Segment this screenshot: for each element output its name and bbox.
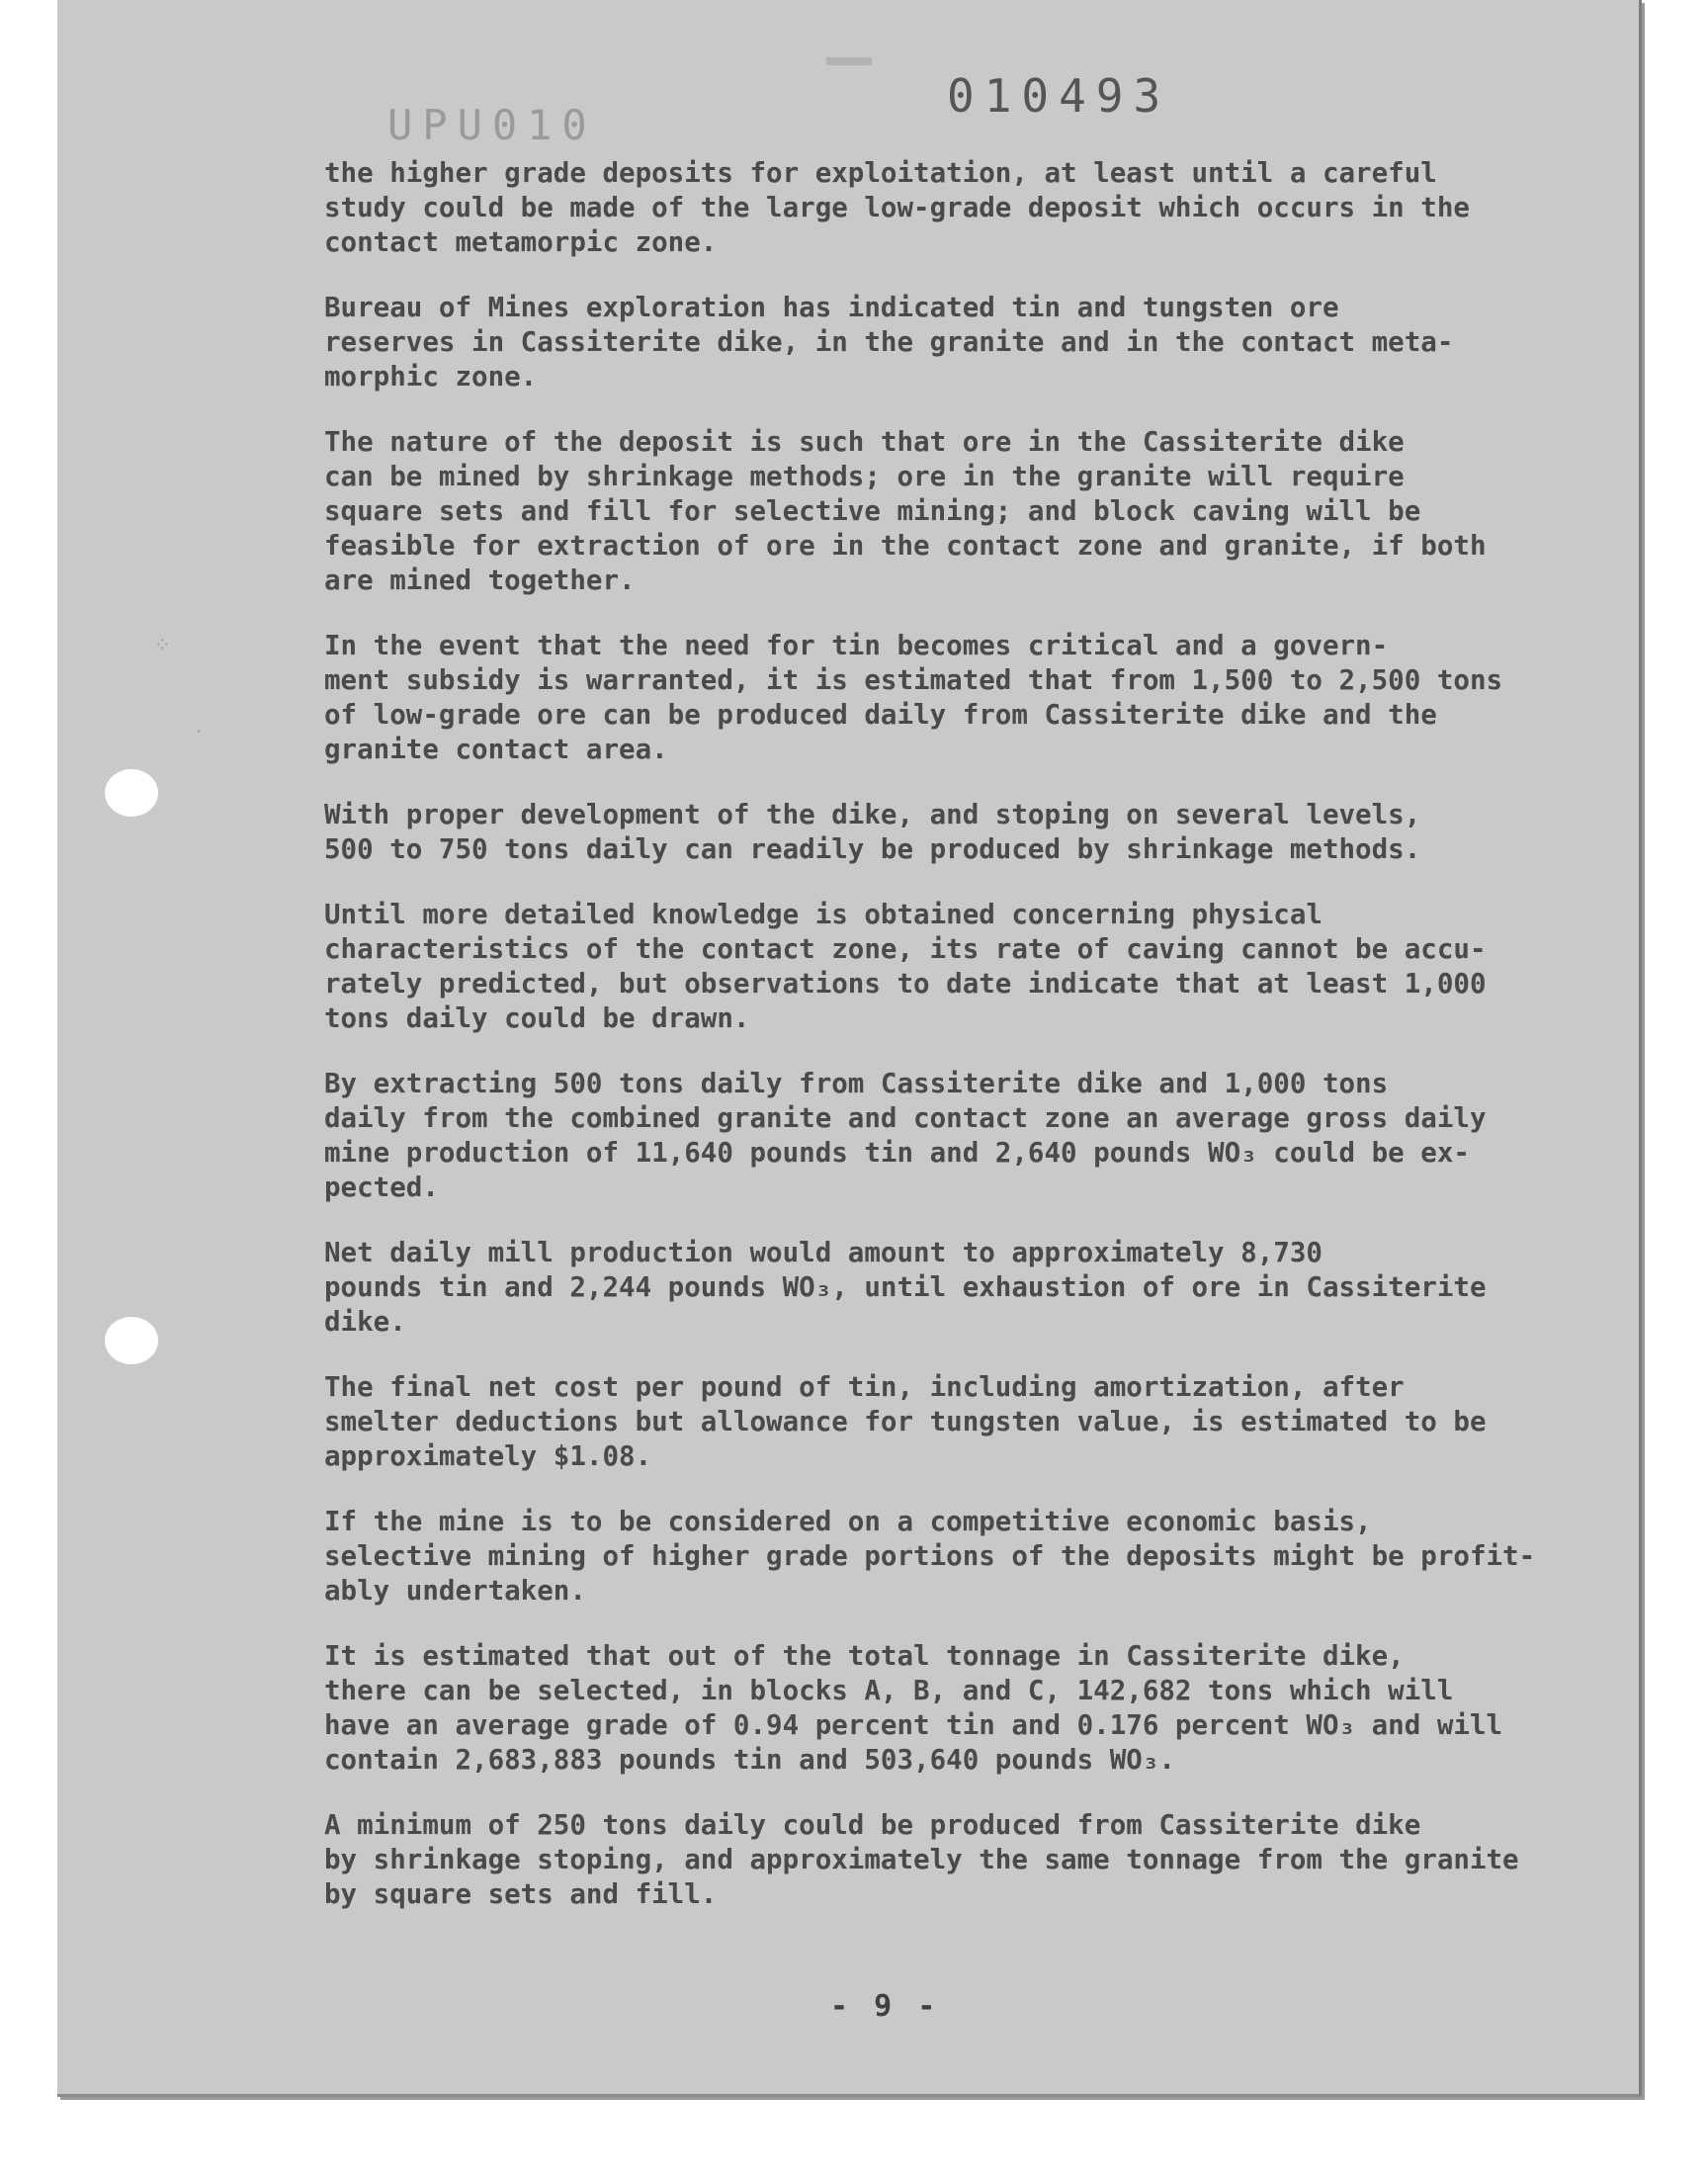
paragraph: It is estimated that out of the total tonnage in Cassiterite dike, there can be selected, in blocks A, B, and C, 142,682 tons which will have an average grade of 0.94 percent tin and 0.176 percent WO₃ and will contain 2,683,883 pounds tin and 503,640 pounds WO₃.	[324, 1640, 1503, 1776]
paragraph: The nature of the deposit is such that ore in the Cassiterite dike can be mined by shrinkage methods; ore in the granite will require square sets and fill for selective mining; and block caving will be feasible for extraction of ore in the contact zone and granite, if both are mined together.	[324, 426, 1487, 596]
doc-number-stamp-left: UPU010	[387, 101, 597, 149]
paragraph: In the event that the need for tin becomes critical and a govern- ment subsidy is warranted, it is estimated that from 1,500 to 2,500 tons of low-grade ore can be produced daily from Cassiterite dike and the granite contact area.	[324, 630, 1503, 765]
scan-speck: ·	[196, 720, 203, 743]
document-page	[57, 0, 1642, 2097]
scan-mark	[826, 57, 872, 65]
scan-speck: ⁘	[154, 633, 171, 656]
paragraph: The final net cost per pound of tin, including amortization, after smelter deductions but allowance for tungsten value, is estimated to be approximately $1.08.	[324, 1371, 1487, 1472]
page-number: - 9 -	[830, 1989, 940, 2024]
doc-number-stamp-right: 010493	[947, 69, 1171, 123]
paragraph: If the mine is to be considered on a competitive economic basis, selective mining of higher grade portions of the deposits might be profit- ably undertaken.	[324, 1506, 1536, 1607]
body-text	[324, 156, 1629, 1943]
punch-hole-lower	[105, 1317, 158, 1364]
punch-hole-upper	[105, 769, 158, 817]
paragraph: By extracting 500 tons daily from Cassiterite dike and 1,000 tons daily from the combined granite and contact zone an average gross daily mine production of 11,640 pounds tin and 2,640 pounds WO₃ could be ex- pected.	[324, 1068, 1487, 1203]
paragraph: Until more detailed knowledge is obtained concerning physical characteristics of the contact zone, its rate of caving cannot be accu- rately predicted, but observations to date indicate that at least 1,000 tons daily could be drawn.	[324, 899, 1487, 1034]
paragraph: With proper development of the dike, and stoping on several levels, 500 to 750 tons daily can readily be produced by shrinkage methods.	[324, 799, 1421, 865]
paragraph: Bureau of Mines exploration has indicated tin and tungsten ore reserves in Cassiterite dike, in the granite and in the contact meta- morphic zone.	[324, 292, 1454, 392]
paragraph: the higher grade deposits for exploitation, at least until a careful study could be made of the large low-grade deposit which occurs in the contact metamorpic zone.	[324, 157, 1470, 258]
paragraph: Net daily mill production would amount to approximately 8,730 pounds tin and 2,244 pounds WO₃, until exhaustion of ore in Cassiterite dike.	[324, 1237, 1487, 1338]
paragraph: A minimum of 250 tons daily could be produced from Cassiterite dike by shrinkage stoping, and approximately the same tonnage from the granite by square sets and fill.	[324, 1809, 1519, 1910]
